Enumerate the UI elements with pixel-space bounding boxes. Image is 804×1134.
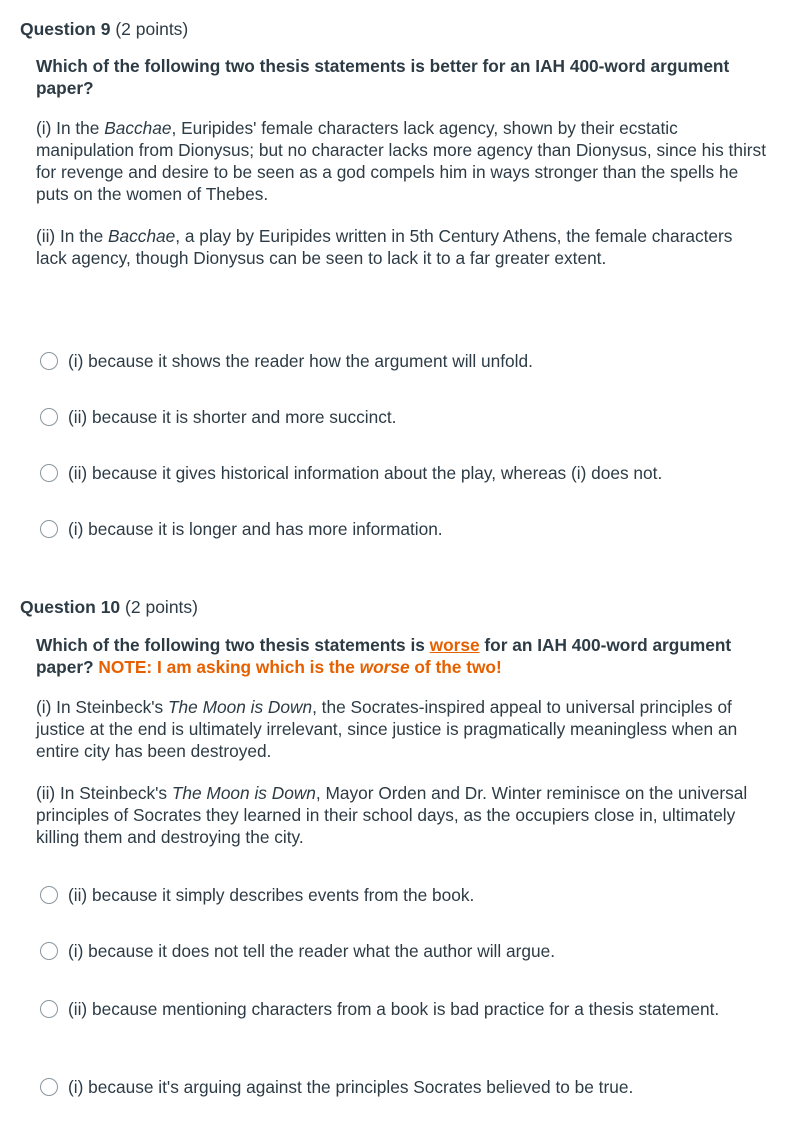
answer-label: (i) because it is longer and has more information.: [68, 519, 443, 539]
question-points: (2 points): [115, 19, 189, 39]
question-10-header: [20, 596, 198, 618]
question-10-prompt: [36, 634, 766, 848]
answer-label: (i) because it shows the reader how the argument will unfold.: [68, 351, 533, 371]
thesis-statement-i: (i) In the Bacchae, Euripides' female characters lack agency, shown by their ecstatic manipulation from Dionysus; but no character lacks more agency than Dionysus, since his thirst for revenge and desire to be seen as a god compels him in ways stronger than the spells he puts on the women of Thebes.: [36, 118, 766, 204]
note-text: NOTE: I am asking which is the worse of the two!: [98, 657, 502, 677]
q10-answer-option-1[interactable]: [40, 884, 780, 906]
question-number: Question 9: [20, 19, 111, 39]
q10-answer-option-4[interactable]: [40, 1076, 780, 1098]
question-stem: Which of the following two thesis statements is better for an IAH 400-word argument paper?: [36, 56, 730, 98]
book-title: Bacchae: [104, 118, 172, 138]
book-title: The Moon is Down: [168, 697, 313, 717]
answer-label: (ii) because mentioning characters from a book is bad practice for a thesis statement.: [68, 999, 720, 1019]
q9-answer-option-3[interactable]: [40, 462, 780, 484]
q10-answer-option-3[interactable]: [40, 998, 780, 1020]
q10-answer-option-2[interactable]: [40, 940, 780, 962]
answer-label: (i) because it's arguing against the principles Socrates believed to be true.: [68, 1077, 634, 1097]
thesis-statement-ii: (ii) In Steinbeck's The Moon is Down, Mayor Orden and Dr. Winter reminisce on the universal principles of Socrates they learned in their school days, as the occupiers close in, ultimately killing them and destroying the city.: [36, 783, 748, 847]
answer-label: (ii) because it simply describes events from the book.: [68, 885, 475, 905]
q9-answer-option-2[interactable]: [40, 406, 780, 428]
radio-button-icon[interactable]: [40, 1078, 58, 1096]
radio-button-icon[interactable]: [40, 520, 58, 538]
answer-label: (ii) because it gives historical information about the play, whereas (i) does not.: [68, 463, 663, 483]
question-stem: Which of the following two thesis statements is worse for an IAH 400-word argument paper? NOTE: I am asking which is the worse of the two!: [36, 635, 732, 677]
thesis-statement-ii: (ii) In the Bacchae, a play by Euripides written in 5th Century Athens, the female characters lack agency, though Dionysus can be seen to lack it to a far greater extent.: [36, 226, 733, 268]
radio-button-icon[interactable]: [40, 352, 58, 370]
question-number: Question 10: [20, 597, 121, 617]
answer-label: (i) because it does not tell the reader what the author will argue.: [68, 941, 556, 961]
radio-button-icon[interactable]: [40, 942, 58, 960]
book-title: Bacchae: [108, 226, 176, 246]
radio-button-icon[interactable]: [40, 1000, 58, 1018]
radio-button-icon[interactable]: [40, 464, 58, 482]
book-title: The Moon is Down: [171, 783, 316, 803]
radio-button-icon[interactable]: [40, 408, 58, 426]
question-points: (2 points): [125, 597, 198, 617]
question-9-header: [20, 18, 188, 40]
question-9-prompt: [36, 55, 766, 269]
worse-link[interactable]: worse: [429, 635, 480, 655]
q9-answer-option-4[interactable]: [40, 518, 780, 540]
q9-answer-option-1[interactable]: [40, 350, 780, 372]
thesis-statement-i: (i) In Steinbeck's The Moon is Down, the Socrates-inspired appeal to universal principles of justice at the end is ultimately irrelevant, since justice is pragmatically meaningless when an entire city has been destroyed.: [36, 697, 738, 761]
radio-button-icon[interactable]: [40, 886, 58, 904]
answer-label: (ii) because it is shorter and more succinct.: [68, 407, 397, 427]
